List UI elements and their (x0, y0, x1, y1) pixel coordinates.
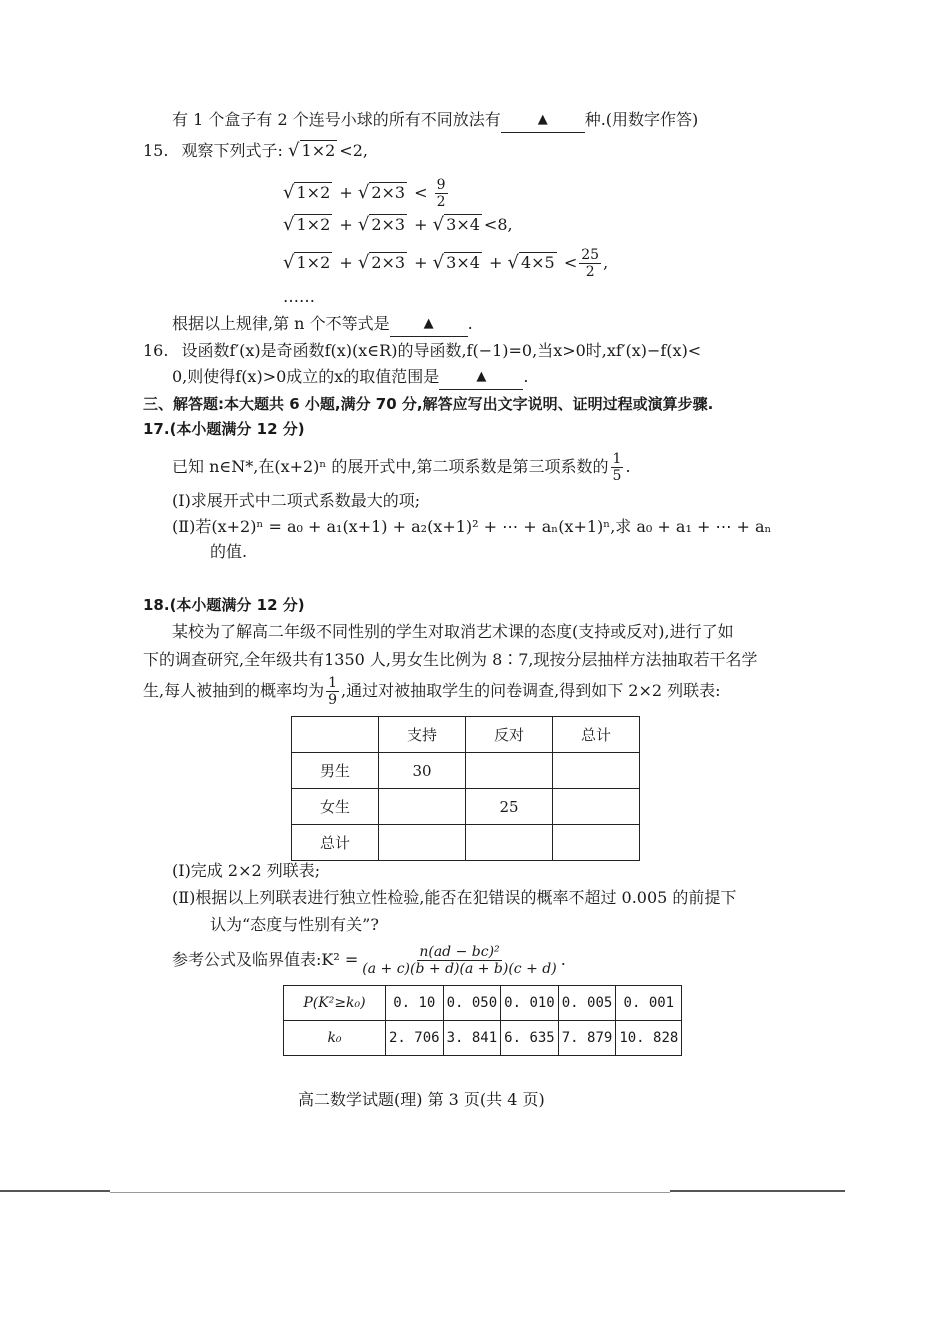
q18-part-2: (Ⅱ)根据以上列联表进行独立性检验,能否在犯错误的概率不超过 0.005 的前提下 (172, 888, 737, 907)
table-row (292, 753, 640, 789)
q18-part-1: (Ⅰ)完成 2×2 列联表; (172, 861, 321, 880)
fraction: $\frac{1}{5}$ (612, 451, 622, 484)
formula-fraction: $\frac{\text{n(ad − bc)²}}{(a + c)(b + d)(a + b)(c + d)}$ (362, 944, 557, 977)
table-row (292, 789, 640, 825)
table-cell: 2. 706 (386, 1021, 444, 1056)
table-cell: k₀ (284, 1021, 386, 1056)
table-cell (466, 825, 553, 861)
table-row (284, 986, 682, 1021)
q16-line-2: 0,则使得f(x)>0成立的x的取值范围是 ▲ . (172, 367, 528, 390)
answer-blank[interactable]: ▲ (390, 314, 468, 337)
table-cell (379, 789, 466, 825)
answer-blank[interactable]: ▲ (439, 367, 523, 390)
table-cell: 7. 879 (558, 1021, 616, 1056)
fraction: $\frac{9}{2}$ (436, 177, 446, 210)
q18-heading: 18.(本小题满分 12 分) (143, 596, 305, 614)
table-cell (292, 717, 379, 753)
q15-stem: 15. 观察下列式子: √ 1×2 <2, (143, 140, 368, 161)
table-row (284, 1021, 682, 1056)
table-cell: 支持 (379, 717, 466, 753)
page-footer: 高二数学试题(理) 第 3 页(共 4 页) (298, 1090, 545, 1109)
table-cell: 反对 (466, 717, 553, 753)
table-cell (379, 825, 466, 861)
q17-heading: 17.(本小题满分 12 分) (143, 420, 305, 438)
q15-inequality-2: √ 1×2 + √ 2×3 < $\frac{9}{2}$ (283, 177, 446, 210)
table-cell: 25 (466, 789, 553, 825)
q14-tail: 有 1 个盒子有 2 个连号小球的所有不同放法有 ▲ 种.(用数字作答) (172, 110, 698, 133)
table-cell: 总计 (292, 825, 379, 861)
table-cell: 男生 (292, 753, 379, 789)
section-heading: 三、解答题:本大题共 6 小题,满分 70 分,解答应写出文字说明、证明过程或演算步骤. (143, 395, 714, 413)
q18-stem-3: 生,每人被抽到的概率均为 $\frac{1}{9}$ ,通过对被抽取学生的问卷调查,得到如下 2×2 列联表: (143, 675, 721, 708)
q16-line-1: 16. 设函数f′(x)是奇函数f(x)(x∈R)的导函数,f(−1)=0,当x>0时,xf′(x)−f(x)< (143, 341, 702, 360)
q15-inequality-3: √ 1×2 + √ 2×3 + √ 3×4 <8, (283, 214, 513, 235)
scan-edge-line (110, 1192, 670, 1193)
table-header-row (292, 717, 640, 753)
table-cell: 总计 (553, 717, 640, 753)
q15-ellipsis: …… (283, 287, 315, 306)
q18-stem-2: 下的调查研究,全年级共有1350 人,男女生比例为 8∶7,现按分层抽样方法抽取若干名学 (143, 650, 758, 669)
table-cell (553, 789, 640, 825)
table-cell (466, 753, 553, 789)
scan-edge-line (0, 1190, 110, 1192)
table-cell (553, 753, 640, 789)
table-row (292, 825, 640, 861)
fraction: $\frac{1}{9}$ (328, 675, 338, 708)
q17-part-2: (Ⅱ)若(x+2)ⁿ = a₀ + a₁(x+1) + a₂(x+1)² + ⋯ + aₙ(x+1)ⁿ,求 a₀ + a₁ + ⋯ + aₙ (172, 517, 772, 536)
table-cell (553, 825, 640, 861)
table-cell: 0. 050 (443, 986, 501, 1021)
answer-blank[interactable]: ▲ (501, 110, 585, 133)
table-cell: 0. 010 (501, 986, 559, 1021)
q15-conclusion: 根据以上规律,第 n 个不等式是 ▲ . (172, 314, 473, 337)
fraction: $\frac{25}{2}$ (581, 247, 600, 280)
sqrt-term: √ 1×2 (288, 140, 336, 161)
q18-stem-1: 某校为了解高二年级不同性别的学生对取消艺术课的态度(支持或反对),进行了如 (172, 622, 734, 641)
table-cell: 0. 005 (558, 986, 616, 1021)
table-cell: 0. 001 (616, 986, 682, 1021)
q15-inequality-4: √ 1×2 + √ 2×3 + √ 3×4 + √ 4×5 < $\frac{25}{2}$ , (283, 247, 609, 280)
critical-value-table (283, 985, 682, 1056)
contingency-table (291, 716, 640, 861)
q17-part-2-end: 的值. (210, 542, 248, 561)
table-cell: 女生 (292, 789, 379, 825)
table-cell: 30 (379, 753, 466, 789)
q17-part-1: (Ⅰ)求展开式中二项式系数最大的项; (172, 491, 421, 510)
table-cell: 10. 828 (616, 1021, 682, 1056)
q17-stem: 已知 n∈N*,在(x+2)ⁿ 的展开式中,第二项系数是第三项系数的 $\frac{1}{5}$ . (172, 451, 631, 484)
scan-edge-line (670, 1190, 845, 1192)
table-cell: 3. 841 (443, 1021, 501, 1056)
table-cell: 0. 10 (386, 986, 444, 1021)
q18-part-2-end: 认为“态度与性别有关”? (210, 915, 379, 934)
table-cell: 6. 635 (501, 1021, 559, 1056)
table-cell: P(K²≥k₀) (284, 986, 386, 1021)
formula-line: 参考公式及临界值表:K² = $\frac{\text{n(ad − bc)²}}{(a + c)(b + d)(a + b)(c + d)}$ . (172, 944, 566, 977)
